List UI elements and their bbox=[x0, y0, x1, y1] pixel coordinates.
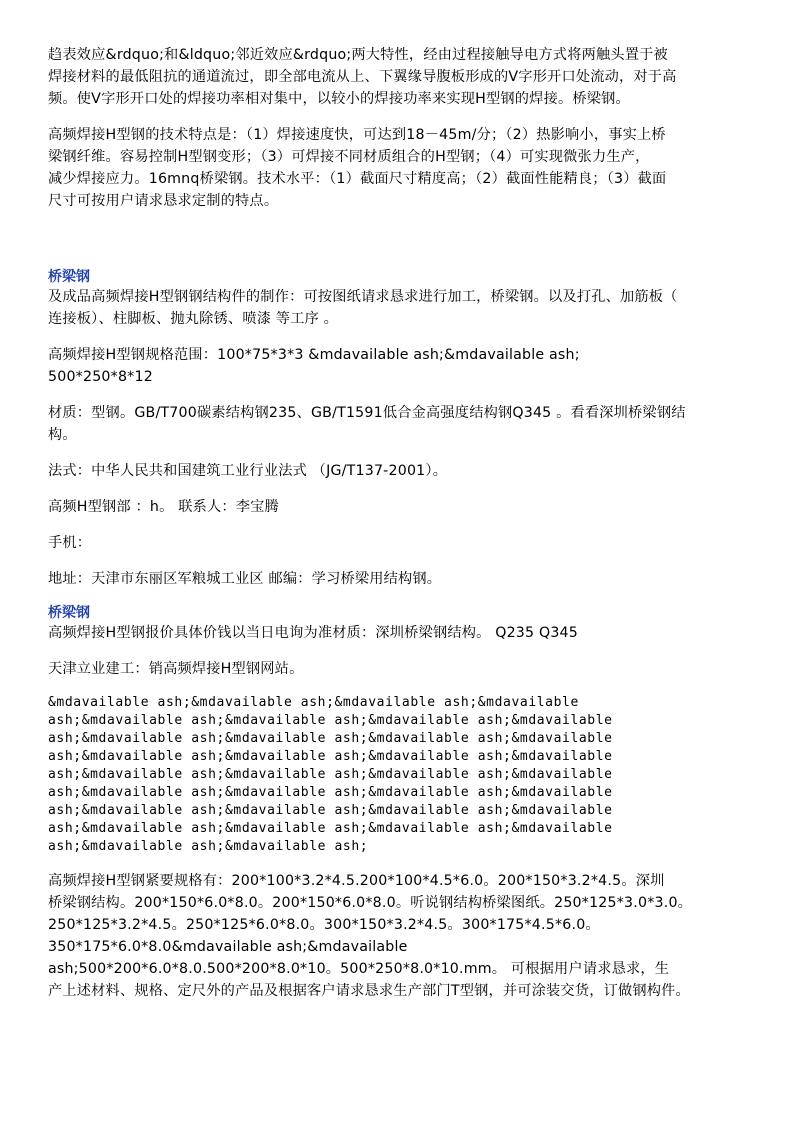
text-line: 减少焊接应力。16mnq桥梁钢。技术水平：（1）截面尺寸精度高；（2）截面性能精良；（3）截面 bbox=[48, 171, 667, 187]
text-line: ash;&mdavailable ash;&mdavailable ash;&mdavailable ash;&mdavailable bbox=[48, 749, 613, 764]
paragraph-main-specs bbox=[48, 870, 760, 1002]
text-line: 产上述材料、规格、定尺外的产品及根据客户请求恳求生产部门T型钢，并可涂装交货，订做钢构件。 bbox=[48, 983, 690, 999]
text-line: &mdavailable ash;&mdavailable ash;&mdavailable ash;&mdavailable bbox=[48, 695, 579, 710]
paragraph-company: 天津立业建工：销高频焊接H型钢网站。 bbox=[48, 661, 304, 677]
text-line: ash;&mdavailable ash;&mdavailable ash;&mdavailable ash;&mdavailable bbox=[48, 785, 613, 800]
text-line: ash;500*200*6.0*8.0.500*200*8.0*10。500*250*8.0*10.mm。 可根据用户请求恳求，生 bbox=[48, 961, 670, 977]
text-line: 构。 bbox=[48, 427, 77, 443]
text-line: 500*250*8*12 bbox=[48, 369, 153, 385]
text-line: 250*125*3.2*4.5。250*125*6.0*8.0。300*150*3.2*4.5。300*175*4.5*6.0。 bbox=[48, 917, 600, 933]
text-line: 趋表效应&rdquo;和&ldquo;邻近效应&rdquo;两大特性，经由过程接触导电方式将两触头置于被 bbox=[48, 47, 668, 63]
paragraph-technical-features bbox=[48, 124, 760, 212]
paragraph-welding-principle bbox=[48, 44, 760, 110]
text-line: ash;&mdavailable ash;&mdavailable ash;&mdavailable ash;&mdavailable bbox=[48, 713, 613, 728]
paragraph-contact: 高频H型钢部 ：h。 联系人：李宝腾 bbox=[48, 499, 279, 515]
text-line: 尺寸可按用户请求恳求定制的特点。 bbox=[48, 193, 279, 209]
paragraph-phone: 手机： bbox=[48, 535, 92, 551]
text-line: ash;&mdavailable ash;&mdavailable ash; bbox=[48, 839, 369, 854]
text-line: 频。使V字形开口处的焊接功率相对集中，以较小的焊接功率来实现H型钢的焊接。桥梁钢。 bbox=[48, 91, 630, 107]
text-line: 350*175*6.0*8.0&mdavailable ash;&mdavailable bbox=[48, 939, 408, 955]
paragraph-fabrication bbox=[48, 286, 760, 330]
text-line: ash;&mdavailable ash;&mdavailable ash;&mdavailable ash;&mdavailable bbox=[48, 767, 613, 782]
text-line: 及成品高频焊接H型钢钢结构件的制作：可按图纸请求恳求进行加工，桥梁钢。以及打孔、加筋板（ bbox=[48, 289, 678, 305]
text-line: ash;&mdavailable ash;&mdavailable ash;&mdavailable ash;&mdavailable bbox=[48, 731, 613, 746]
text-line: 高频焊接H型钢的技术特点是：（1）焊接速度快，可达到18－45m/分；（2）热影响小，事实上桥 bbox=[48, 127, 666, 143]
paragraph-spec-range bbox=[48, 344, 760, 388]
section-heading: 桥梁钢 bbox=[48, 269, 90, 285]
entity-text-block bbox=[48, 694, 760, 856]
paragraph-standard: 法式：中华人民共和国建筑工业行业法式 （JG/T137-2001）。 bbox=[48, 463, 448, 479]
text-line: 连接板）、柱脚板、抛丸除锈、喷漆 等工序 。 bbox=[48, 311, 339, 327]
document-page bbox=[48, 44, 760, 1002]
text-line: 焊接材料的最低阻抗的通道流过，即全部电流从上、下翼缘导腹板形成的V字形开口处流动，对于高 bbox=[48, 69, 677, 85]
text-line: 梁钢纤维。容易控制H型钢变形；（3）可焊接不同材质组合的H型钢；（4）可实现微张力生产， bbox=[48, 149, 650, 165]
section-heading: 桥梁钢 bbox=[48, 605, 90, 621]
text-line: 高频焊接H型钢规格范围：100*75*3*3 &mdavailable ash;&mdavailable ash; bbox=[48, 347, 580, 363]
paragraph-material bbox=[48, 402, 760, 446]
paragraph-address: 地址：天津市东丽区军粮城工业区 邮编：学习桥梁用结构钢。 bbox=[48, 571, 442, 587]
text-line: 材质：型钢。GB/T700碳素结构钢235、GB/T1591低合金高强度结构钢Q345 。看看深圳桥梁钢结 bbox=[48, 405, 686, 421]
text-line: 桥梁钢结构。200*150*6.0*8.0。200*150*6.0*8.0。听说钢结构桥梁图纸。250*125*3.0*3.0。 bbox=[48, 895, 693, 911]
text-line: 高频焊接H型钢紧要规格有：200*100*3.2*4.5.200*100*4.5*6.0。200*150*3.2*4.5。深圳 bbox=[48, 873, 665, 889]
paragraph-price: 高频焊接H型钢报价具体价钱以当日电询为准材质：深圳桥梁钢结构。 Q235 Q345 bbox=[48, 625, 579, 641]
text-line: ash;&mdavailable ash;&mdavailable ash;&mdavailable ash;&mdavailable bbox=[48, 803, 613, 818]
text-line: ash;&mdavailable ash;&mdavailable ash;&mdavailable ash;&mdavailable bbox=[48, 821, 613, 836]
